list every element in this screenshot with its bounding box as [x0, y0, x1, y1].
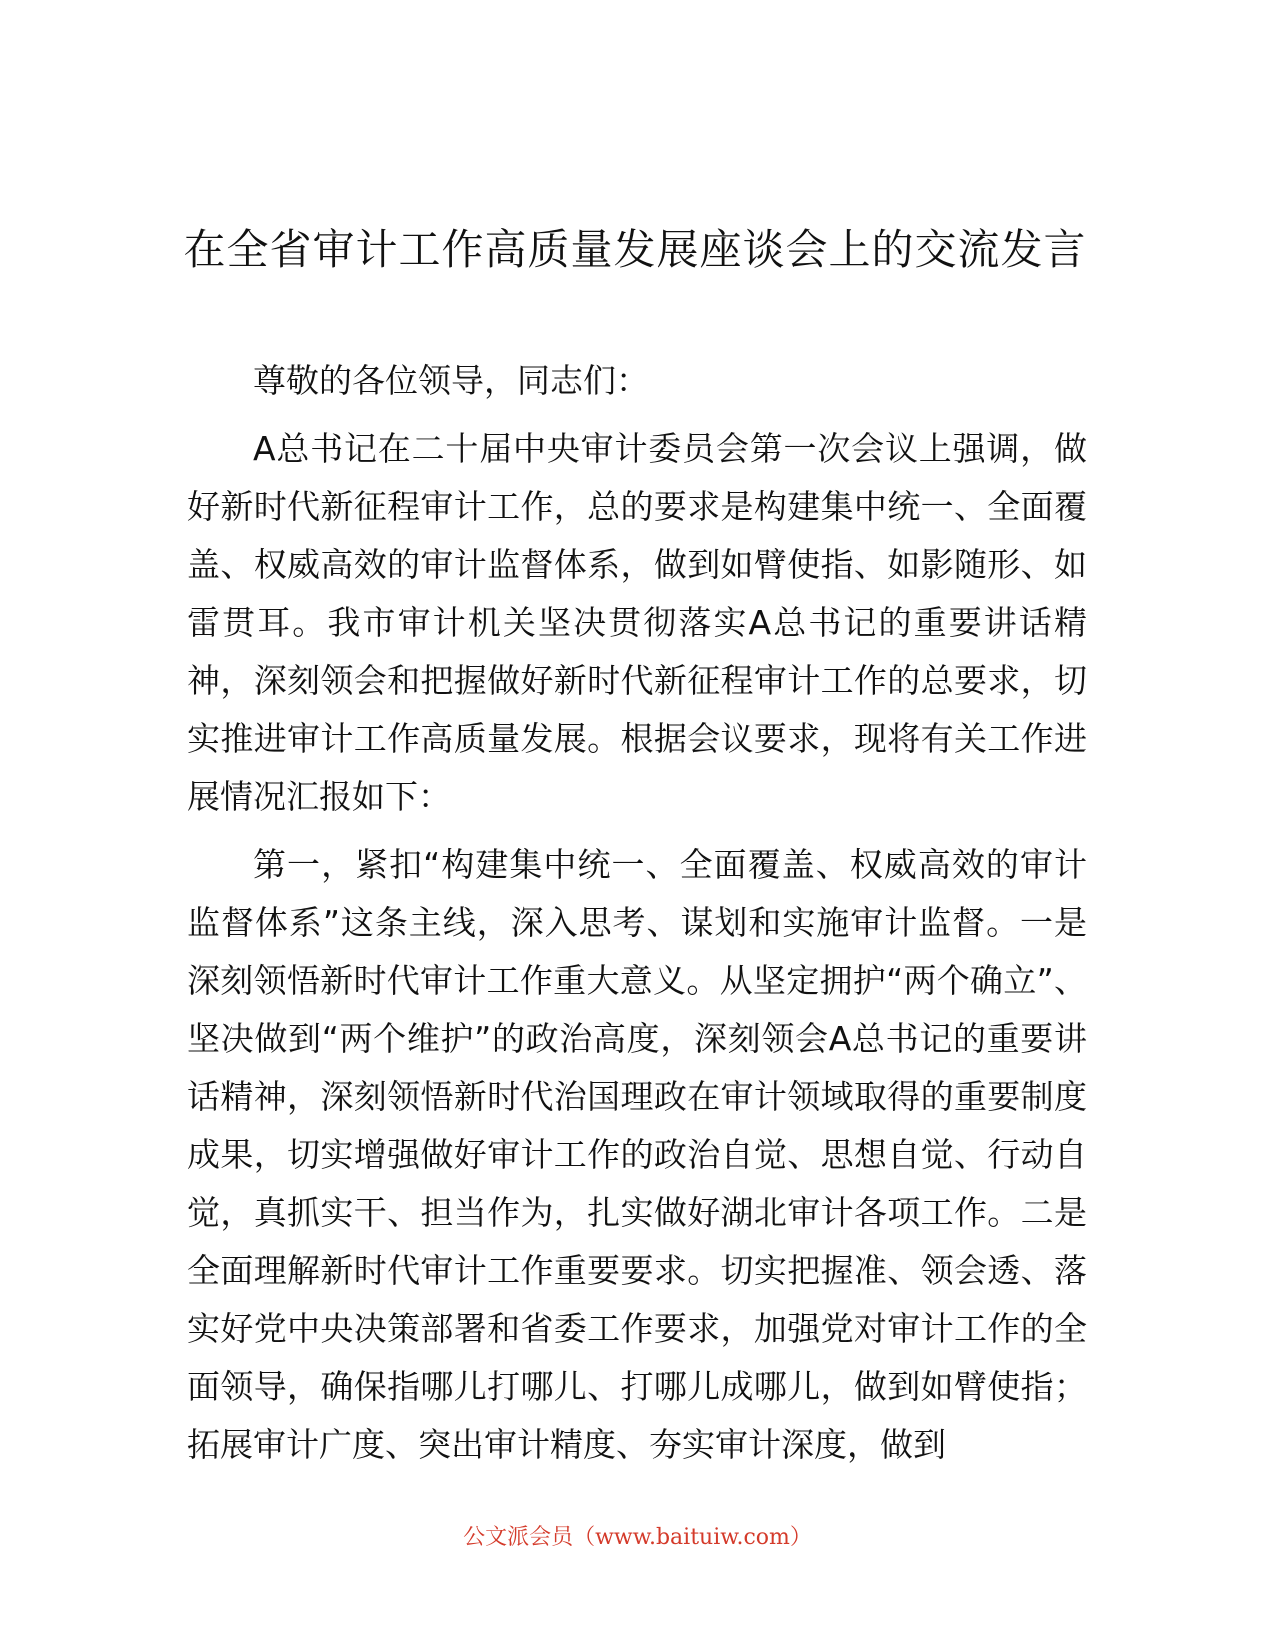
document-title: 在全省审计工作高质量发展座谈会上的交流发言	[183, 225, 1087, 274]
paragraph-1: A总书记在二十届中央审计委员会第一次会议上强调，做好新时代新征程审计工作，总的要求是构建集中统一、全面覆盖、权威高效的审计监督体系，做到如臂使指、如影随形、如雷贯耳。我市审计机关坚决贯彻落实A总书记的重要讲话精神，深刻领会和把握做好新时代新征程审计工作的总要求，切实推进审计工作高质量发展。根据会议要求，现将有关工作进展情况汇报如下：	[187, 429, 1087, 816]
greeting: 尊敬的各位领导，同志们：	[253, 361, 649, 400]
footer-watermark: 公文派会员（www.baituiw.com）	[463, 1525, 812, 1550]
document-body	[187, 352, 1087, 1484]
paragraph-2: 第一，紧扣“构建集中统一、全面覆盖、权威高效的审计监督体系”这条主线，深入思考、谋划和实施审计监督。一是深刻领悟新时代审计工作重大意义。从坚定拥护“两个确立”、坚决做到“两个维护”的政治高度，深刻领会A总书记的重要讲话精神，深刻领悟新时代治国理政在审计领域取得的重要制度成果，切实增强做好审计工作的政治自觉、思想自觉、行动自觉，真抓实干、担当作为，扎实做好湖北审计各项工作。二是全面理解新时代审计工作重要要求。切实把握准、领会透、落实好党中央决策部署和省委工作要求，加强党对审计工作的全面领导，确保指哪儿打哪儿、打哪儿成哪儿，做到如臂使指；拓展审计广度、突出审计精度、夯实审计深度，做到	[187, 845, 1087, 1464]
